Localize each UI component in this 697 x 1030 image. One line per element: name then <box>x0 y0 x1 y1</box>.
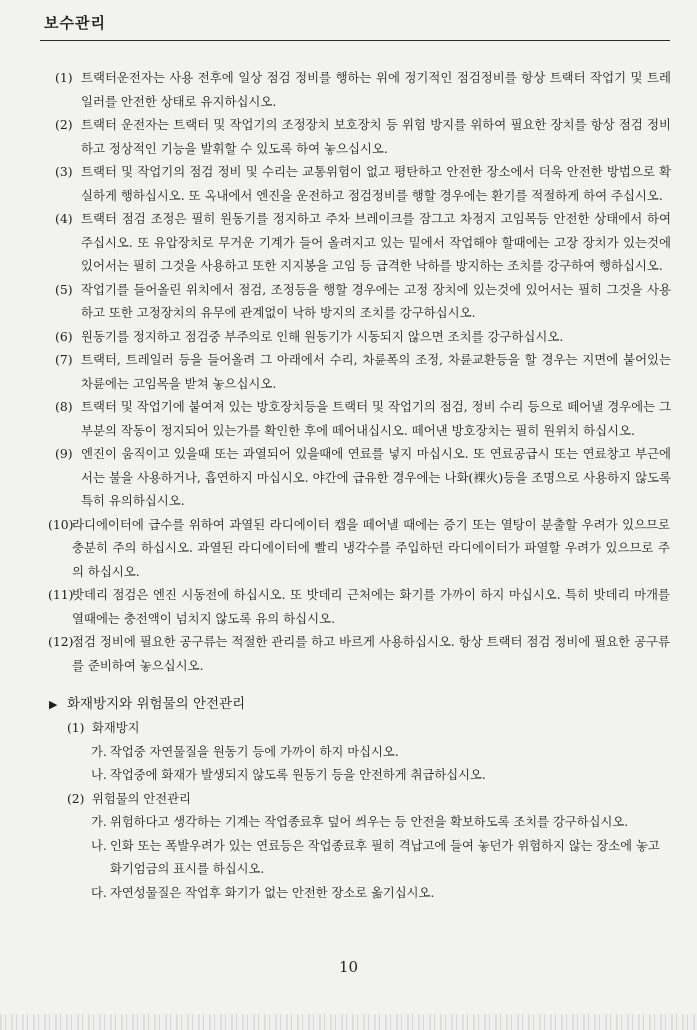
item-number: (8) <box>55 399 73 414</box>
item-number: 나. <box>91 838 107 853</box>
subsection-title: 화재방지 <box>92 721 140 735</box>
list-item <box>0 348 697 395</box>
item-text: 점검 정비에 필요한 공구류는 적절한 관리를 하고 바르게 사용하십시오. 항상 트랙터 점검 정비에 필요한 공구류를 준비하여 놓으십시오. <box>72 634 670 673</box>
list-item <box>0 835 697 882</box>
item-text: 트랙터 점검 조정은 필히 원동기를 정지하고 주차 브레이크를 잠그고 차정지 고임목등 안전한 상태에서 하여 주십시오. 또 유압장치로 무거운 기계가 들어 올려지고 있는 밑에서 작업해야 할때에는 고장 장치가 있는것에 있어서는 필히 그것을 사용하고 또한 지지봉을 고임 등 급격한 낙하를 방지하는 조치를 강구하여 행하십시오. <box>81 211 671 273</box>
item-number: 가. <box>91 815 107 829</box>
list-item <box>0 160 697 207</box>
list-item <box>0 630 697 677</box>
page-content <box>0 66 697 905</box>
item-number: (6) <box>55 328 73 344</box>
item-number: (7) <box>55 352 73 367</box>
subsection-heading <box>0 717 697 741</box>
item-text: 트랙터 운전자는 트랙터 및 작업기의 조정장치 보호장치 등 위험 방지를 위하여 필요한 장치를 항상 점검 정비하고 정상적인 기능을 발휘할 수 있도록 하여 놓으십시오. <box>81 117 671 156</box>
list-item <box>0 583 697 630</box>
subsection-title: 위험물의 안전관리 <box>92 791 191 806</box>
item-text: 작업중 자연물질을 원동기 등에 가까이 하지 마십시오. <box>110 744 399 759</box>
subsection-number: (2) <box>67 791 85 806</box>
item-number: (1) <box>55 70 73 85</box>
section-title: 화재방지와 위험물의 안전관리 <box>67 696 246 712</box>
list-item <box>0 513 697 584</box>
list-item <box>0 395 697 442</box>
section-heading <box>49 692 697 717</box>
item-text: 작업중에 화재가 발생되지 않도록 원동기 등을 안전하게 취급하십시오. <box>110 768 486 782</box>
item-number: (3) <box>55 164 73 179</box>
item-text: 밧데리 점검은 엔진 시동전에 하십시오. 또 밧데리 근처에는 화기를 가까이 하지 마십시오. 특히 밧데리 마개를 열때에는 충전액이 넘치지 않도록 유의 하십시오. <box>72 587 670 626</box>
scan-artifact-strip <box>0 1014 697 1030</box>
item-number: (2) <box>55 117 73 132</box>
item-text: 원동기를 정지하고 점검중 부주의로 인해 원동기가 시동되지 않으면 조치를 강구하십시오. <box>81 328 564 344</box>
item-number: (4) <box>55 211 73 226</box>
list-item <box>0 811 697 835</box>
item-number: (11) <box>48 587 74 602</box>
list-item <box>0 442 697 513</box>
list-item <box>0 66 697 113</box>
item-text: 라디에이터에 급수를 위하여 과열된 라디에이터 캡을 떼어낼 때에는 증기 또는 열탕이 분출할 우려가 있으므로 충분히 주의 하십시오. 과열된 라디에이터에 빨리 냉각수를 주입하던 라디에이터가 파열할 우려가 있으므로 주의 하십시오. <box>72 516 670 579</box>
list-item <box>0 325 697 349</box>
item-text: 트랙터운전자는 사용 전후에 일상 점검 정비를 행하는 위에 정기적인 점검정비를 항상 트랙터 작업기 및 트레일러를 안전한 상태로 유지하십시오. <box>81 70 671 109</box>
item-text: 트랙터 및 작업기에 붙여져 있는 방호장치등을 트랙터 및 작업기의 점검, 정비 수리 등으로 떼어낼 경우에는 그 부분의 작동이 정지되어 있는가를 확인한 후에 떼어내십시오. 떼어낸 방호장치는 필히 원위치 하십시오. <box>81 399 671 438</box>
item-text: 위험하다고 생각하는 기계는 작업종료후 덮어 씌우는 등 안전을 확보하도록 조치를 강구하십시오. <box>110 815 629 829</box>
list-item <box>0 113 697 160</box>
page-header <box>40 4 670 41</box>
list-item <box>0 882 697 906</box>
header-title: 보수관리 <box>44 14 106 32</box>
item-text: 트랙터, 트레일러 등을 들어올려 그 아래에서 수리, 차륜폭의 조정, 차륜교환등을 할 경우는 지면에 붙어있는 차륜에는 고임목을 받쳐 놓으십시오. <box>81 352 671 391</box>
list-item <box>0 278 697 325</box>
subsection-number: (1) <box>67 721 85 735</box>
item-text: 인화 또는 폭발우려가 있는 연료등은 작업종료후 필히 격납고에 들여 놓던가 위험하지 않는 장소에 놓고 화기엄금의 표시를 하십시오. <box>110 838 660 876</box>
list-item <box>0 764 697 788</box>
item-text: 작업기를 들어올린 위치에서 점검, 조정등을 행할 경우에는 고정 장치에 있는것에 있어서는 필히 그것을 사용하고 또한 고정장치의 유무에 관계없이 낙하 방지의 조치를 강구하십시오. <box>81 281 671 320</box>
item-number: (5) <box>55 281 73 297</box>
item-text: 트랙터 및 작업기의 점검 정비 및 수리는 교통위험이 없고 평탄하고 안전한 장소에서 더욱 안전한 방법으로 확실하게 행하십시오. 또 옥내에서 엔진을 운전하고 점검정비를 행할 경우에는 환기를 적절하게 하여 주십시오. <box>81 164 671 203</box>
triangle-icon: ▶ <box>49 698 58 711</box>
item-number: 다. <box>91 885 107 900</box>
item-text: 자연성물질은 작업후 화기가 없는 안전한 장소로 옮기십시오. <box>110 885 435 900</box>
list-item <box>0 207 697 278</box>
item-number: 나. <box>91 768 107 782</box>
item-number: 가. <box>91 744 107 759</box>
item-number: (10) <box>48 516 74 532</box>
item-number: (9) <box>55 446 73 461</box>
item-text: 엔진이 움직이고 있을때 또는 과열되어 있을때에 연료를 넣지 마십시오. 또 연료공급시 또는 연료창고 부근에서는 불을 사용하거나, 흡연하지 마십시오. 야간에 급유한 경우에는 나화(裸火)등을 조명으로 사용하지 않도록 특히 유의하십시오. <box>81 446 671 508</box>
item-number: (12) <box>48 634 74 649</box>
page-number: 10 <box>338 958 359 976</box>
list-item <box>0 741 697 765</box>
subsection-heading <box>0 788 697 812</box>
